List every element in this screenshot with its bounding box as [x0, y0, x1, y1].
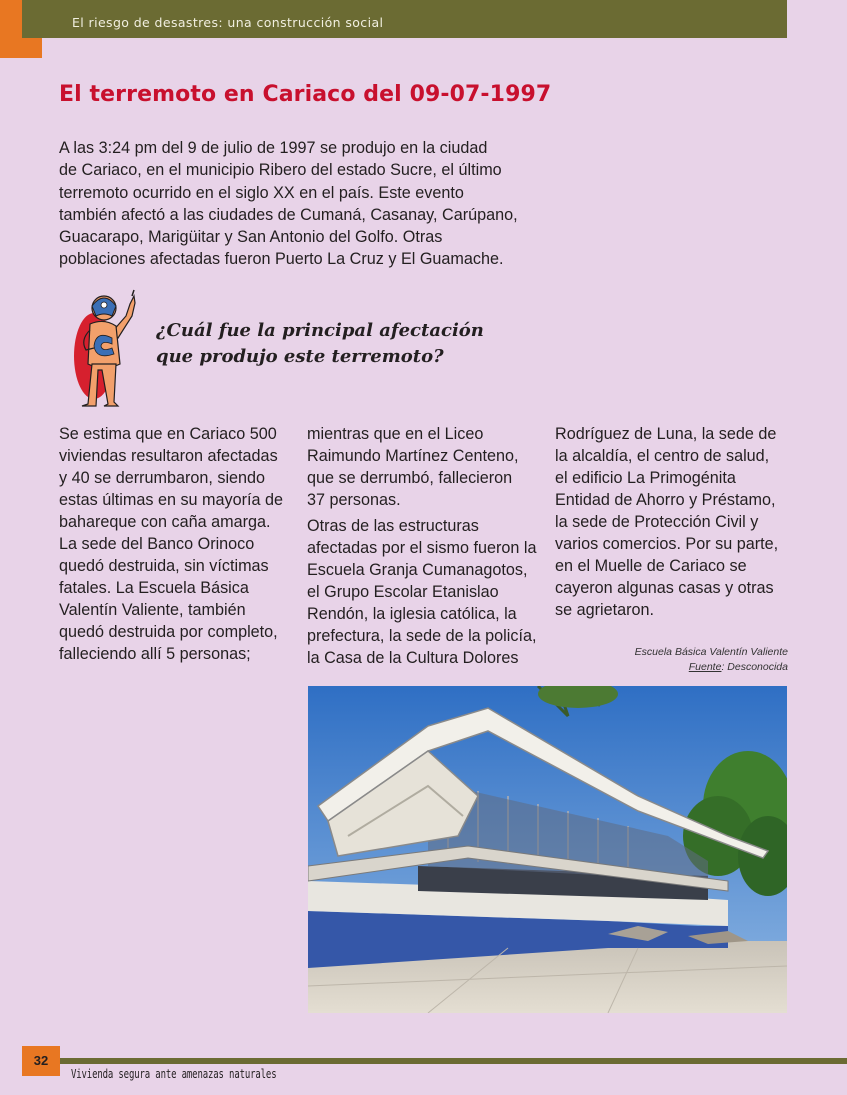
col3-line: Rodríguez de Luna, la sede de — [555, 425, 777, 443]
text-column-3 — [555, 423, 790, 625]
column-paragraph — [555, 423, 790, 621]
col2-line: la Casa de la Cultura Dolores — [307, 649, 519, 667]
col1-line: La sede del Banco Orinoco — [59, 535, 255, 553]
intro-line: de Cariaco, en el municipio Ribero del estado Sucre, el último — [59, 161, 502, 180]
col3-line: se agrietaron. — [555, 601, 654, 619]
col2-line: el Grupo Escolar Etanislao — [307, 583, 499, 601]
col2-line: Rendón, la iglesia católica, la — [307, 605, 517, 623]
col1-line: viviendas resultaron afectadas — [59, 447, 278, 465]
col2-line: Otras de las estructuras — [307, 517, 479, 535]
col2-line: Raimundo Martínez Centeno, — [307, 447, 519, 465]
col2-line: prefectura, la sede de la policía, — [307, 627, 537, 645]
article-title: El terremoto en Cariaco del 09-07-1997 — [59, 82, 552, 107]
question-line: ¿Cuál fue la principal afectación — [156, 320, 484, 341]
col1-line: Valentín Valiente, también — [59, 601, 246, 619]
photo-source — [635, 660, 788, 675]
column-paragraph — [59, 423, 291, 665]
col3-line: cayeron algunas casas y otras — [555, 579, 774, 597]
col2-line: que se derrumbó, fallecieron — [307, 469, 513, 487]
col2-line: Escuela Granja Cumanagotos, — [307, 561, 528, 579]
header-bar — [22, 0, 787, 38]
photo-source-value: : Desconocida — [721, 661, 788, 673]
text-column-1 — [59, 423, 291, 669]
col1-line: falleciendo allí 5 personas; — [59, 645, 251, 663]
footer-rule — [60, 1058, 847, 1064]
col2-line: mientras que en el Liceo — [307, 425, 484, 443]
photo-caption-title: Escuela Básica Valentín Valiente — [634, 646, 788, 658]
collapsed-school-photo — [308, 686, 787, 1013]
col3-line: la sede de Protección Civil y — [555, 513, 759, 531]
column-paragraph — [307, 423, 543, 511]
text-column-2 — [307, 423, 543, 673]
col1-line: y 40 se derrumbaron, siendo — [59, 469, 266, 487]
intro-line: A las 3:24 pm del 9 de julio de 1997 se produjo en la ciudad — [59, 139, 488, 157]
col1-line: estas últimas en su mayoría de — [59, 491, 284, 509]
col3-line: en el Muelle de Cariaco se — [555, 557, 747, 575]
photo-caption — [635, 645, 788, 675]
col1-line: quedó destruida por completo, — [59, 623, 278, 641]
col2-line: afectadas por el sismo fueron la — [307, 539, 537, 557]
col1-line: quedó destruida, sin víctimas — [59, 557, 269, 575]
col1-line: fatales. La Escuela Básica — [59, 579, 249, 597]
col3-line: el edificio La Primogénita — [555, 469, 736, 487]
footer-book-title: Vivienda segura ante amenazas naturales — [71, 1067, 277, 1081]
intro-line: Guacarapo, Marigüitar y San Antonio del Golfo. Otras — [59, 228, 443, 247]
col2-line: 37 personas. — [307, 491, 401, 509]
col3-line: varios comercios. Por su parte, — [555, 535, 779, 553]
question-heading — [156, 318, 496, 370]
page-number: 32 — [22, 1046, 60, 1076]
col1-line: bahareque con caña amarga. — [59, 513, 271, 531]
col1-line: Se estima que en Cariaco 500 — [59, 425, 277, 443]
intro-line: terremoto ocurrido en el siglo XX en el país. Este evento — [59, 183, 464, 202]
running-title: El riesgo de desastres: una construcción social — [72, 15, 384, 30]
intro-line: también afectó a las ciudades de Cumaná, Casanay, Carúpano, — [59, 205, 518, 224]
question-line: que produjo este terremoto? — [156, 346, 444, 367]
intro-line: poblaciones afectadas fueron Puerto La Cruz y El Guamache. — [59, 250, 504, 269]
col3-line: Entidad de Ahorro y Préstamo, — [555, 491, 776, 509]
col3-line: la alcaldía, el centro de salud, — [555, 447, 770, 465]
photo-source-label: Fuente — [688, 661, 722, 673]
mascot-pointing-icon — [68, 286, 148, 411]
intro-paragraph — [59, 137, 529, 271]
column-paragraph — [307, 515, 543, 669]
